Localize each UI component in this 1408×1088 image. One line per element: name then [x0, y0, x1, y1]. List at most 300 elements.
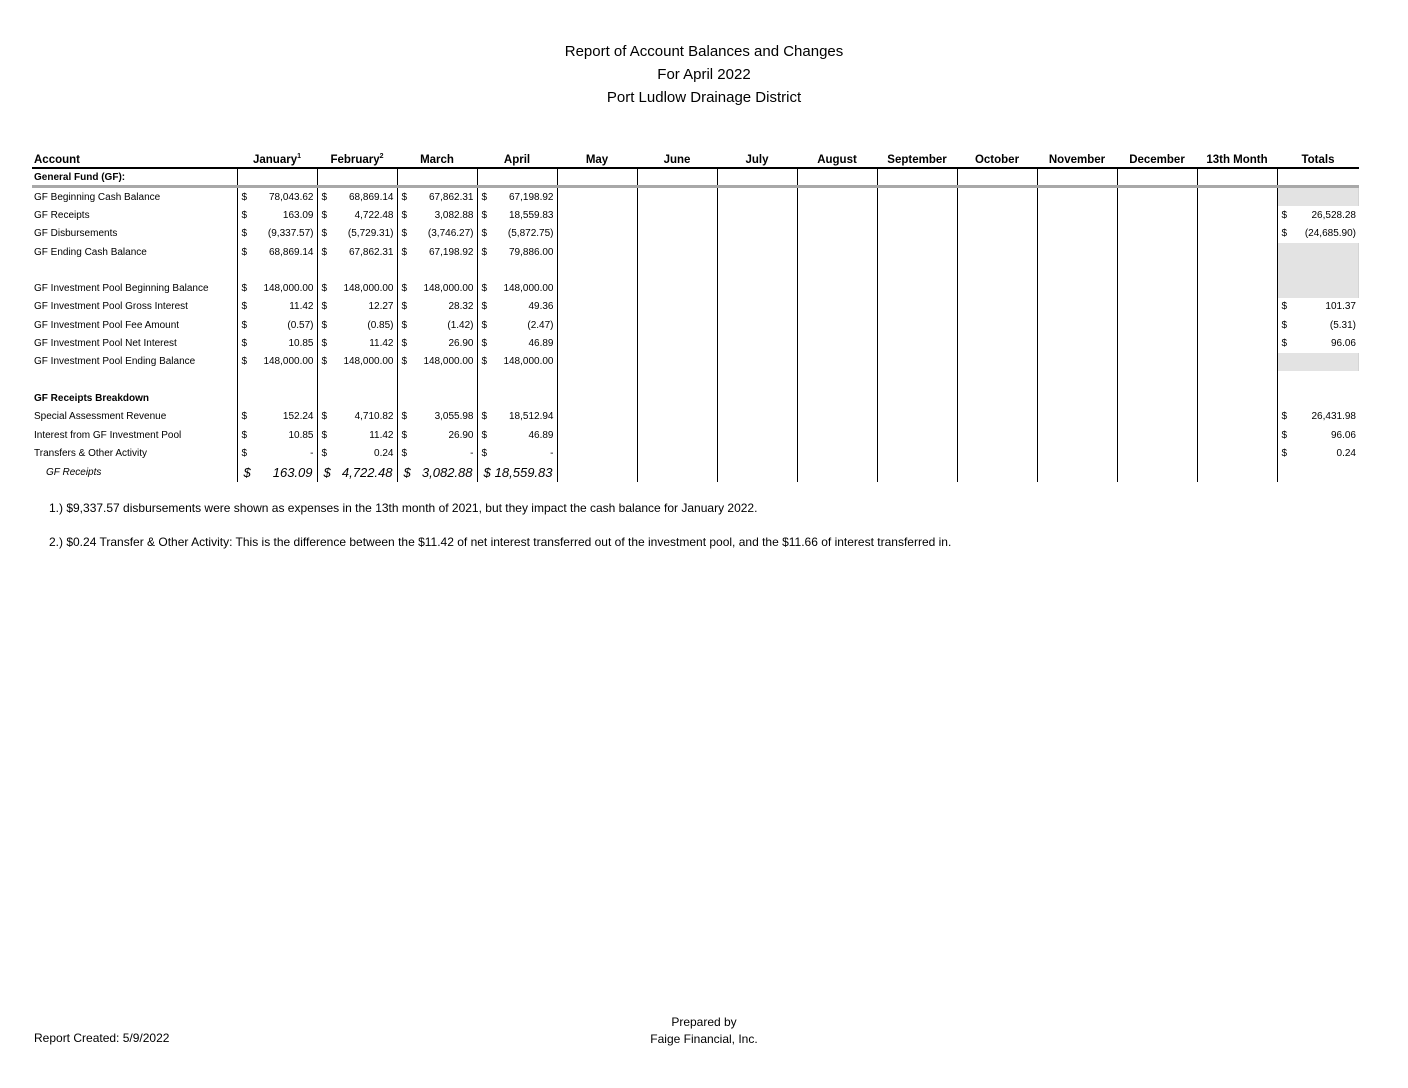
amount-cell	[237, 462, 317, 482]
amount-cell	[717, 168, 797, 187]
month-label: May	[585, 154, 609, 166]
amount-value: 3,082.88	[421, 464, 473, 480]
amount-value: 148,000.00	[263, 283, 314, 295]
amount-cell	[317, 261, 397, 279]
amount-cell	[477, 408, 557, 426]
total-cell	[1277, 225, 1359, 243]
account-label	[32, 371, 237, 389]
amount-cell	[1037, 279, 1117, 297]
amount-cell	[397, 187, 477, 207]
amount-cell	[637, 389, 717, 407]
amount-cell	[637, 298, 717, 316]
total-cell	[1277, 261, 1359, 279]
table-row	[32, 426, 1359, 444]
amount-cell	[237, 426, 317, 444]
amount-cell	[797, 408, 877, 426]
amount-cell	[797, 444, 877, 462]
amount-cell	[477, 426, 557, 444]
amount-cell	[717, 279, 797, 297]
month-column-header	[237, 146, 317, 168]
totals-column-header: Totals	[1277, 146, 1359, 168]
account-label: General Fund (GF):	[32, 168, 237, 187]
amount-cell	[957, 334, 1037, 352]
amount-value: -	[470, 447, 474, 459]
amount-cell	[1197, 243, 1277, 261]
currency-symbol: $	[241, 283, 248, 295]
amount-value: 4,722.48	[341, 464, 393, 480]
amount-cell	[1117, 389, 1197, 407]
amount-cell	[1197, 444, 1277, 462]
account-label: GF Investment Pool Gross Interest	[34, 301, 188, 313]
currency-symbol: $	[1281, 301, 1288, 313]
amount-cell	[877, 243, 957, 261]
amount-cell	[637, 187, 717, 207]
currency-symbol: $	[243, 464, 251, 480]
amount-cell	[1117, 426, 1197, 444]
month-label: July	[745, 154, 769, 166]
currency-symbol: $	[481, 356, 488, 368]
amount-cell	[1197, 371, 1277, 389]
amount-cell	[477, 371, 557, 389]
amount-cell	[1117, 316, 1197, 334]
currency-symbol: $	[321, 447, 328, 459]
amount-value: 11.42	[369, 429, 394, 441]
amount-value: (9,337.57)	[267, 228, 314, 240]
amount-cell	[477, 298, 557, 316]
footnote-marker: 1	[297, 153, 301, 161]
amount-value: 67,862.31	[349, 246, 394, 258]
amount-value: 68,869.14	[349, 191, 394, 203]
amount-cell	[317, 279, 397, 297]
amount-cell	[957, 298, 1037, 316]
amount-cell	[477, 168, 557, 187]
amount-cell	[1117, 408, 1197, 426]
amount-cell	[317, 298, 397, 316]
amount-cell	[877, 279, 957, 297]
amount-cell	[957, 243, 1037, 261]
amount-value: (5,729.31)	[347, 228, 394, 240]
amount-value: 148,000.00	[503, 356, 554, 368]
amount-cell	[797, 279, 877, 297]
amount-value: 26.90	[448, 429, 474, 441]
currency-symbol: $	[241, 301, 248, 313]
currency-symbol: $	[321, 228, 328, 240]
month-column-header	[557, 146, 637, 168]
amount-value: 10.85	[288, 338, 314, 350]
currency-symbol: $	[323, 464, 331, 480]
amount-value: (0.85)	[367, 319, 394, 331]
currency-symbol: $	[401, 338, 408, 350]
amount-cell	[637, 279, 717, 297]
amount-cell	[317, 462, 397, 482]
amount-cell	[1197, 426, 1277, 444]
amount-cell	[397, 279, 477, 297]
amount-cell	[797, 426, 877, 444]
currency-symbol: $	[481, 338, 488, 350]
amount-cell	[1197, 261, 1277, 279]
account-label: GF Receipts Breakdown	[34, 392, 150, 404]
amount-cell	[557, 279, 637, 297]
amount-cell	[637, 168, 717, 187]
amount-cell	[557, 353, 637, 371]
total-cell	[1277, 168, 1359, 187]
account-label: Special Assessment Revenue	[34, 411, 167, 423]
amount-value: (0.57)	[287, 319, 314, 331]
amount-cell	[797, 243, 877, 261]
account-label	[32, 261, 237, 279]
amount-cell	[557, 316, 637, 334]
amount-value: 152.24	[282, 411, 314, 423]
currency-symbol: $	[241, 191, 248, 203]
currency-symbol: $	[241, 338, 248, 350]
amount-cell	[797, 187, 877, 207]
amount-cell	[717, 353, 797, 371]
amount-cell	[637, 444, 717, 462]
amount-value: 148,000.00	[423, 283, 474, 295]
district-name: Port Ludlow Drainage District	[606, 89, 802, 106]
amount-cell	[1117, 187, 1197, 207]
amount-cell	[877, 261, 957, 279]
amount-cell	[477, 206, 557, 224]
amount-cell	[877, 334, 957, 352]
amount-cell	[1197, 462, 1277, 482]
amount-cell	[317, 168, 397, 187]
amount-cell	[1037, 389, 1117, 407]
currency-symbol: $	[1281, 319, 1288, 331]
amount-cell	[637, 334, 717, 352]
amount-cell	[957, 462, 1037, 482]
amount-cell	[1197, 334, 1277, 352]
table-row	[32, 206, 1359, 224]
currency-symbol: $	[1281, 209, 1288, 221]
amount-cell	[237, 225, 317, 243]
currency-symbol: $	[241, 356, 248, 368]
amount-value: 148,000.00	[343, 356, 394, 368]
total-cell	[1277, 371, 1359, 389]
prepared-by-label: Prepared by	[671, 1015, 737, 1029]
account-label: Transfers & Other Activity	[34, 447, 147, 459]
amount-cell	[397, 389, 477, 407]
amount-cell	[317, 316, 397, 334]
currency-symbol: $	[481, 447, 488, 459]
amount-value: (2.47)	[527, 319, 554, 331]
month-column-header	[477, 146, 557, 168]
month-label: January	[252, 154, 298, 166]
amount-value: 163.09	[272, 464, 313, 480]
amount-cell	[1037, 334, 1117, 352]
amount-cell	[957, 225, 1037, 243]
amount-cell	[477, 334, 557, 352]
amount-cell	[397, 316, 477, 334]
account-column-header: Account	[32, 146, 237, 168]
amount-value: 3,055.98	[434, 411, 474, 423]
currency-symbol: $	[321, 429, 328, 441]
amount-cell	[1037, 187, 1117, 207]
amount-cell	[797, 334, 877, 352]
receipts-total-row	[32, 462, 1359, 482]
amount-cell	[1037, 316, 1117, 334]
currency-symbol: $	[401, 356, 408, 368]
account-label: GF Investment Pool Net Interest	[34, 338, 177, 350]
month-label: April	[503, 154, 531, 166]
amount-cell	[397, 298, 477, 316]
amount-value: 79,886.00	[509, 246, 554, 258]
table-row	[32, 353, 1359, 371]
amount-cell	[1037, 261, 1117, 279]
amount-cell	[397, 408, 477, 426]
amount-value: (1.42)	[447, 319, 474, 331]
amount-value: 148,000.00	[263, 356, 314, 368]
amount-cell	[557, 298, 637, 316]
amount-cell	[557, 334, 637, 352]
month-column-header	[1117, 146, 1197, 168]
amount-cell	[957, 389, 1037, 407]
amount-cell	[957, 408, 1037, 426]
currency-symbol: $	[481, 246, 488, 258]
amount-cell	[957, 426, 1037, 444]
amount-cell	[1117, 206, 1197, 224]
amount-cell	[477, 389, 557, 407]
currency-symbol: $	[241, 319, 248, 331]
amount-cell	[237, 334, 317, 352]
amount-cell	[557, 225, 637, 243]
amount-value: 18,559.83	[494, 464, 553, 480]
month-label: February	[330, 154, 380, 166]
amount-cell	[1117, 168, 1197, 187]
amount-cell	[877, 462, 957, 482]
amount-cell	[477, 353, 557, 371]
amount-cell	[877, 168, 957, 187]
amount-cell	[237, 444, 317, 462]
amount-cell	[797, 389, 877, 407]
currency-symbol: $	[401, 411, 408, 423]
amount-value: 18,559.83	[509, 209, 554, 221]
amount-value: 67,198.92	[429, 246, 474, 258]
currency-symbol: $	[481, 411, 488, 423]
currency-symbol: $	[241, 429, 248, 441]
amount-value: 11.42	[289, 301, 314, 313]
report-title-block	[0, 40, 1408, 109]
currency-symbol: $	[401, 228, 408, 240]
amount-value: 10.85	[288, 429, 314, 441]
currency-symbol: $	[401, 319, 408, 331]
amount-value: 3,082.88	[434, 209, 474, 221]
amount-cell	[717, 316, 797, 334]
month-label: December	[1129, 154, 1185, 166]
amount-cell	[877, 371, 957, 389]
amount-cell	[877, 225, 957, 243]
amount-cell	[717, 243, 797, 261]
amount-cell	[237, 243, 317, 261]
currency-symbol: $	[481, 283, 488, 295]
currency-symbol: $	[481, 228, 488, 240]
amount-cell	[1117, 462, 1197, 482]
amount-cell	[317, 187, 397, 207]
account-label: GF Investment Pool Fee Amount	[34, 319, 180, 331]
amount-cell	[557, 206, 637, 224]
month-label: November	[1048, 154, 1106, 166]
amount-cell	[957, 279, 1037, 297]
month-column-header	[397, 146, 477, 168]
amount-value: -	[550, 447, 554, 459]
amount-cell	[1037, 243, 1117, 261]
total-cell	[1277, 187, 1359, 207]
amount-cell	[237, 206, 317, 224]
amount-cell	[717, 298, 797, 316]
table-row	[32, 334, 1359, 352]
amount-cell	[237, 187, 317, 207]
amount-cell	[717, 444, 797, 462]
table-row	[32, 225, 1359, 243]
amount-cell	[1197, 168, 1277, 187]
amount-cell	[1037, 371, 1117, 389]
amount-cell	[957, 187, 1037, 207]
amount-cell	[237, 389, 317, 407]
currency-symbol: $	[1281, 429, 1288, 441]
amount-cell	[717, 206, 797, 224]
amount-cell	[317, 334, 397, 352]
amount-cell	[717, 261, 797, 279]
spacer-row	[32, 261, 1359, 279]
section-header-row	[32, 168, 1359, 187]
amount-cell	[717, 462, 797, 482]
account-label: GF Disbursements	[34, 228, 118, 240]
total-cell	[1277, 408, 1359, 426]
account-label: GF Investment Pool Beginning Balance	[34, 283, 209, 295]
currency-symbol: $	[483, 464, 491, 480]
amount-cell	[317, 243, 397, 261]
amount-cell	[397, 371, 477, 389]
currency-symbol: $	[401, 191, 408, 203]
currency-symbol: $	[241, 228, 248, 240]
currency-symbol: $	[481, 191, 488, 203]
amount-cell	[877, 206, 957, 224]
total-cell	[1277, 462, 1359, 482]
month-label: September	[887, 154, 947, 166]
amount-cell	[1197, 206, 1277, 224]
amount-value: 46.89	[528, 338, 554, 350]
month-label: August	[817, 154, 857, 166]
amount-cell	[557, 261, 637, 279]
table-row	[32, 408, 1359, 426]
amount-value: 4,710.82	[354, 411, 394, 423]
month-label: March	[420, 154, 454, 166]
month-label: June	[663, 154, 691, 166]
amount-cell	[1197, 408, 1277, 426]
amount-cell	[637, 225, 717, 243]
amount-cell	[1117, 298, 1197, 316]
currency-symbol: $	[321, 411, 328, 423]
total-cell	[1277, 298, 1359, 316]
amount-cell	[717, 225, 797, 243]
account-label: Interest from GF Investment Pool	[34, 429, 182, 441]
currency-symbol: $	[481, 301, 488, 313]
amount-cell	[477, 279, 557, 297]
amount-cell	[637, 426, 717, 444]
amount-value: 26.90	[448, 338, 474, 350]
table-row	[32, 316, 1359, 334]
amount-cell	[717, 426, 797, 444]
amount-cell	[717, 371, 797, 389]
currency-symbol: $	[321, 209, 328, 221]
table-row	[32, 444, 1359, 462]
amount-cell	[237, 353, 317, 371]
amount-value: 4,722.48	[354, 209, 394, 221]
amount-cell	[237, 261, 317, 279]
amount-cell	[797, 206, 877, 224]
amount-cell	[1117, 371, 1197, 389]
footnote-marker: 2	[379, 153, 384, 161]
amount-cell	[957, 371, 1037, 389]
amount-cell	[1117, 444, 1197, 462]
amount-value: 11.42	[369, 338, 394, 350]
amount-value: 148,000.00	[423, 356, 474, 368]
spacer-row	[32, 371, 1359, 389]
amount-value: 163.09	[282, 209, 314, 221]
amount-cell	[317, 371, 397, 389]
amount-value: 26,431.98	[1311, 411, 1356, 423]
amount-cell	[717, 389, 797, 407]
currency-symbol: $	[401, 283, 408, 295]
amount-value: 67,862.31	[429, 191, 474, 203]
amount-cell	[477, 261, 557, 279]
currency-symbol: $	[241, 447, 248, 459]
amount-cell	[637, 408, 717, 426]
total-cell	[1277, 316, 1359, 334]
amount-cell	[1197, 279, 1277, 297]
amount-value: 68,869.14	[269, 246, 314, 258]
amount-cell	[797, 225, 877, 243]
amount-cell	[717, 187, 797, 207]
amount-cell	[1197, 225, 1277, 243]
amount-value: 46.89	[528, 429, 554, 441]
amount-cell	[397, 444, 477, 462]
amount-cell	[637, 353, 717, 371]
amount-cell	[957, 261, 1037, 279]
month-column-header	[717, 146, 797, 168]
section-header-row	[32, 389, 1359, 407]
total-cell	[1277, 353, 1359, 371]
amount-cell	[317, 408, 397, 426]
amount-cell	[877, 408, 957, 426]
month-column-header	[877, 146, 957, 168]
amount-cell	[797, 316, 877, 334]
amount-cell	[397, 243, 477, 261]
amount-value: 96.06	[1330, 338, 1356, 350]
amount-cell	[1197, 316, 1277, 334]
amount-cell	[237, 371, 317, 389]
amount-cell	[957, 444, 1037, 462]
amount-value: 0.24	[1336, 447, 1356, 459]
account-label: GF Beginning Cash Balance	[34, 191, 161, 203]
amount-cell	[637, 462, 717, 482]
table-row	[32, 298, 1359, 316]
amount-cell	[637, 371, 717, 389]
footnote-2: 2.) $0.24 Transfer & Other Activity: This is the difference between the $11.42 of net interest transferred out of the investment pool, and the $11.66 of interest transferred in.	[49, 535, 952, 549]
amount-value: 101.37	[1325, 301, 1356, 313]
amount-cell	[1037, 353, 1117, 371]
amount-value: (24,685.90)	[1304, 228, 1356, 240]
currency-symbol: $	[481, 209, 488, 221]
amount-value: 96.06	[1330, 429, 1356, 441]
amount-cell	[1197, 298, 1277, 316]
amount-cell	[637, 261, 717, 279]
currency-symbol: $	[321, 356, 328, 368]
amount-cell	[477, 462, 557, 482]
amount-value: 12.27	[368, 301, 394, 313]
currency-symbol: $	[401, 246, 408, 258]
amount-cell	[1037, 408, 1117, 426]
